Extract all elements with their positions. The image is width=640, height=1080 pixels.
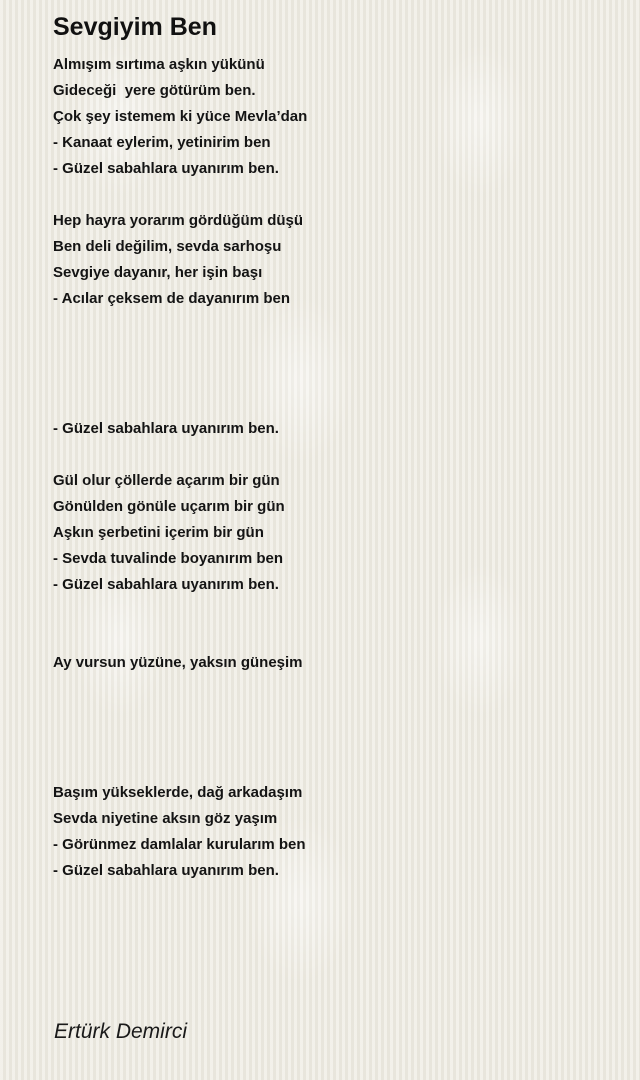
stanza-gap [53, 754, 613, 780]
stanza-gap [53, 442, 613, 468]
stanza-gap [53, 390, 613, 416]
poem-line: - Görünmez damlalar kurularım ben [53, 836, 306, 853]
stanza-gap [53, 338, 613, 364]
stanza-gap [53, 728, 613, 754]
poem-body [53, 52, 613, 884]
poem-line: Sevgiye dayanır, her işin başı [53, 264, 263, 281]
poem-line: Almışım sırtıma aşkın yükünü [53, 56, 265, 73]
poem-line: Gönülden gönüle uçarım bir gün [53, 498, 285, 515]
poem-author: Ertürk Demirci [54, 1020, 188, 1043]
poem-line: Ay vursun yüzüne, yaksın güneşim [53, 654, 303, 671]
poem-line: - Sevda tuvalinde boyanırım ben [53, 550, 284, 567]
stanza-gap [53, 702, 613, 728]
poem-line: Ben deli değilim, sevda sarhoşu [53, 238, 282, 255]
stanza-gap [53, 676, 613, 702]
poem-line: Aşkın şerbetini içerim bir gün [53, 524, 264, 541]
poem-line: Çok şey istemem ki yüce Mevla’dan [53, 108, 308, 125]
poem-line: - Kanaat eylerim, yetinirim ben [53, 134, 271, 151]
stanza-gap [53, 364, 613, 390]
poem-line: - Güzel sabahlara uyanırım ben. [53, 576, 279, 593]
stanza-gap [53, 624, 613, 650]
stanza-gap [53, 312, 613, 338]
poem-line: Hep hayra yorarım gördüğüm düşü [53, 212, 304, 229]
poem-line: Gül olur çöllerde açarım bir gün [53, 472, 280, 489]
poem-line: - Güzel sabahlara uyanırım ben. [53, 862, 279, 879]
stanza-gap [53, 182, 613, 208]
poem-line: - Güzel sabahlara uyanırım ben. [53, 160, 279, 177]
poem-line: Başım yükseklerde, dağ arkadaşım [53, 784, 303, 801]
poem-line: Gideceği yere götürüm ben. [53, 82, 256, 99]
poem-title: Sevgiyim Ben [53, 13, 217, 41]
stanza-gap [53, 598, 613, 624]
poem-line: Sevda niyetine aksın göz yaşım [53, 810, 278, 827]
poem-line: - Güzel sabahlara uyanırım ben. [53, 420, 279, 437]
poem-line: - Acılar çeksem de dayanırım ben [53, 290, 291, 307]
